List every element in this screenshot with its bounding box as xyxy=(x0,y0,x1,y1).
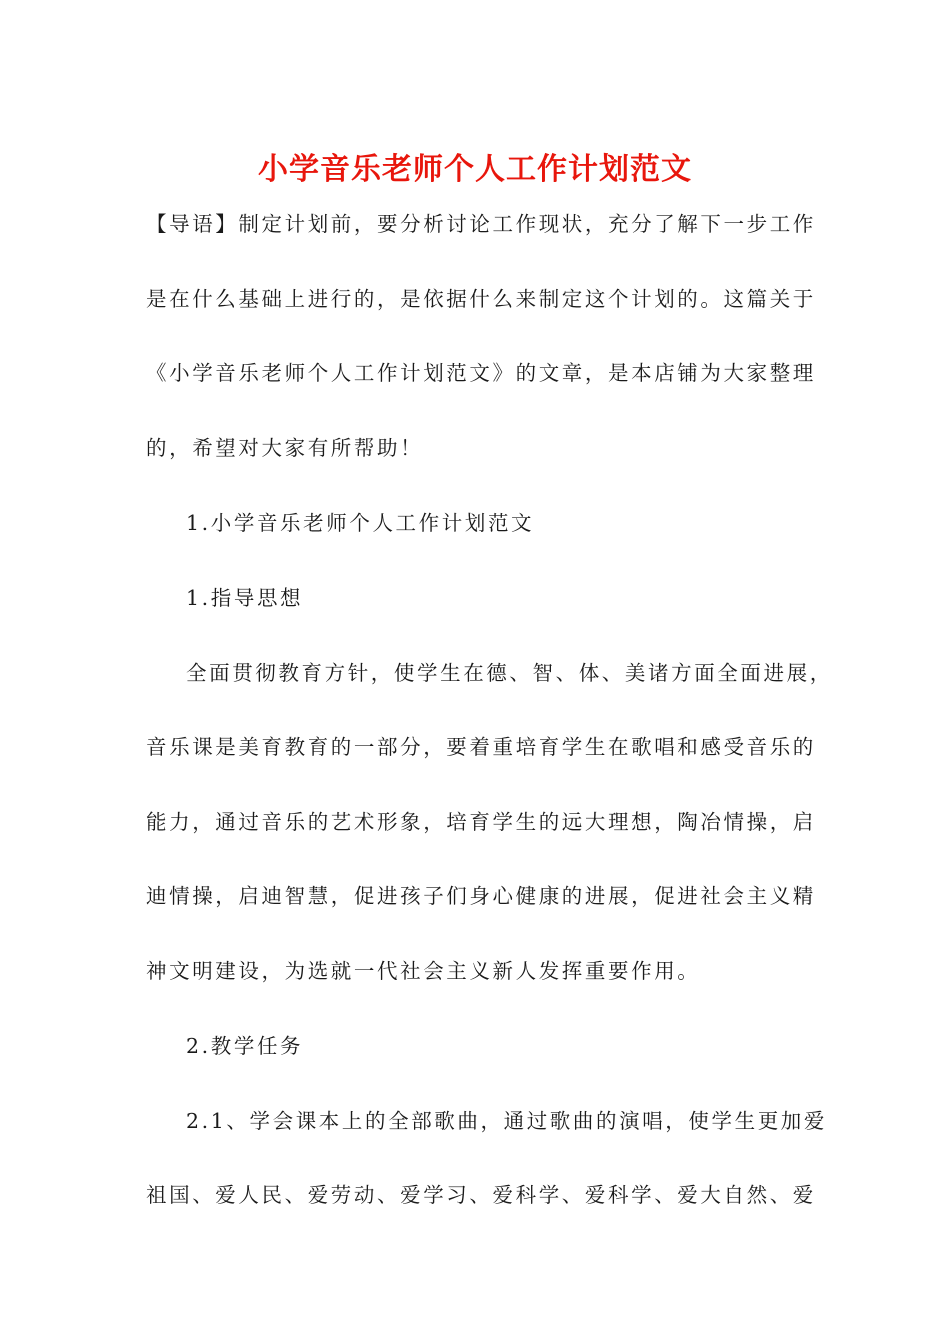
intro-line-3: 《小学音乐老师个人工作计划范文》的文章，是本店铺为大家整理 xyxy=(146,361,816,385)
paragraph-line-1: 全面贯彻教育方针，使学生在德、智、体、美诸方面全面进展， xyxy=(186,661,833,685)
paragraph-line-3: 能力，通过音乐的艺术形象，培育学生的远大理想，陶冶情操，启 xyxy=(146,810,816,834)
paragraph-line-2: 音乐课是美育教育的一部分，要着重培育学生在歌唱和感受音乐的 xyxy=(146,735,816,759)
document-title: 小学音乐老师个人工作计划范文 xyxy=(258,152,692,187)
subheading-guiding-thought: 1.指导思想 xyxy=(186,586,304,610)
paragraph-line-5: 神文明建设，为选就一代社会主义新人发挥重要作用。 xyxy=(146,959,701,983)
section-heading: 1.小学音乐老师个人工作计划范文 xyxy=(186,511,535,535)
paragraph-line-4: 迪情操，启迪智慧，促进孩子们身心健康的进展，促进社会主义精 xyxy=(146,884,816,908)
task-line-2: 祖国、爱人民、爱劳动、爱学习、爱科学、爱科学、爱大自然、爱 xyxy=(146,1183,816,1207)
task-line-1: 2.1、学会课本上的全部歌曲，通过歌曲的演唱，使学生更加爱 xyxy=(186,1109,827,1133)
intro-line-2: 是在什么基础上进行的，是依据什么来制定这个计划的。这篇关于 xyxy=(146,287,816,311)
subheading-teaching-tasks: 2.教学任务 xyxy=(186,1034,304,1058)
intro-line-4: 的，希望对大家有所帮助！ xyxy=(146,436,424,460)
intro-line-1: 【导语】制定计划前，要分析讨论工作现状，充分了解下一步工作 xyxy=(146,212,816,236)
